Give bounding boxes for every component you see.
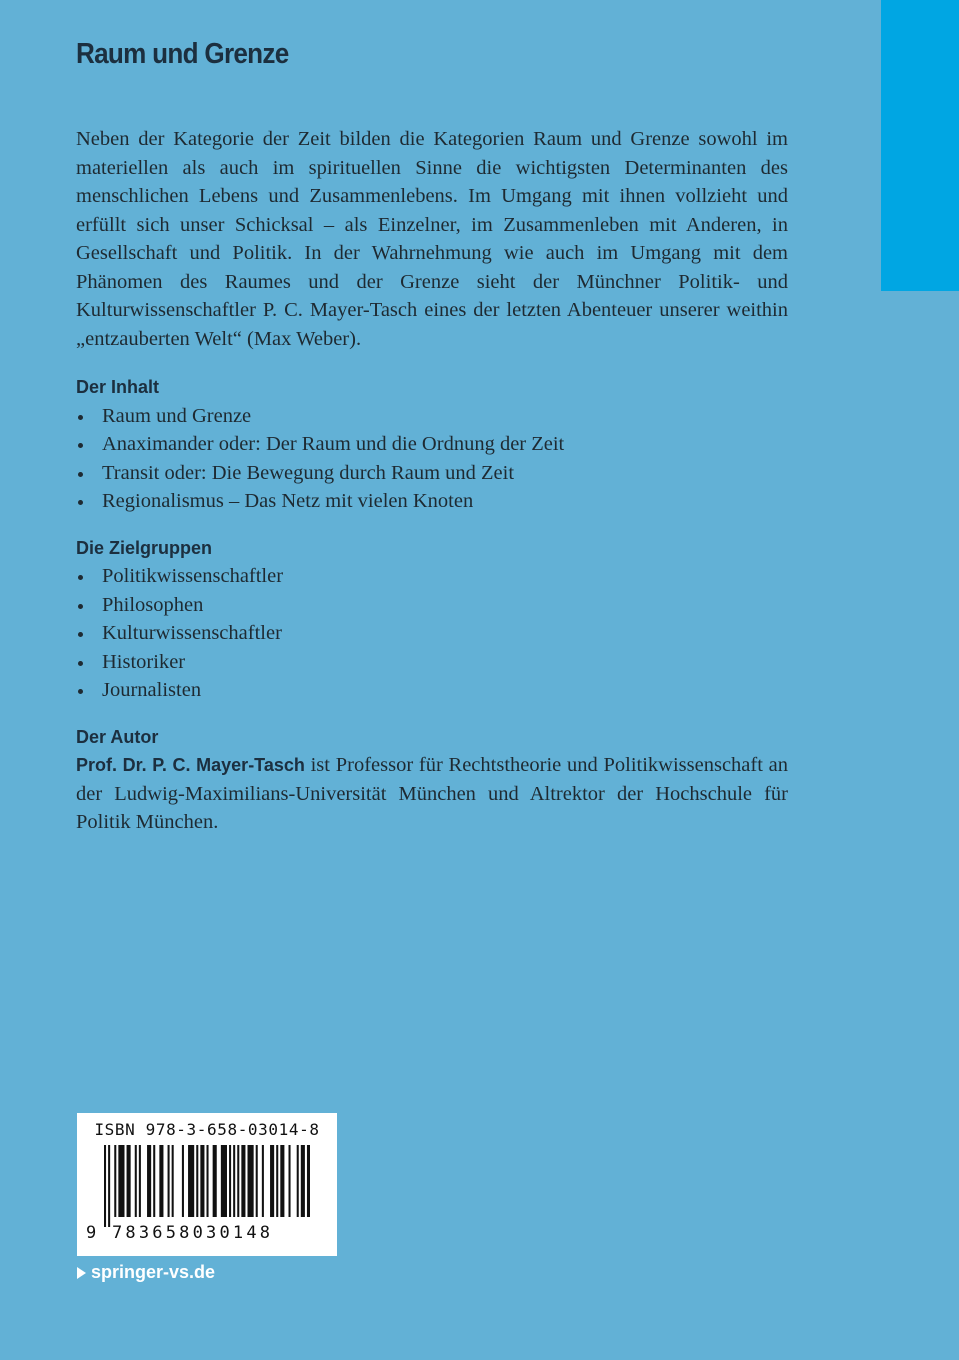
accent-bar — [881, 0, 959, 291]
barcode-bar — [172, 1145, 174, 1217]
barcode-bar — [280, 1145, 284, 1217]
list-item: Kulturwissenschaftler — [76, 619, 788, 648]
website-link[interactable] — [77, 1262, 215, 1283]
barcode-bar — [248, 1145, 254, 1217]
author-name: Prof. Dr. P. C. Mayer-Tasch — [76, 755, 305, 775]
barcode-icon — [104, 1145, 310, 1227]
intro-paragraph: Neben der Kategorie der Zeit bilden die Kategorien Raum und Grenze sowohl im materiellen als auch im spirituellen Sinne die wichtigsten Determinanten des menschlichen Lebens und Zusammenlebens. Im Umgang mit ihnen vollzieht und erfüllt sich unser Schicksal – als Einzelner, im Zusammenleben mit Anderen, in Gesellschaft und Politik. In der Wahrnehmung wie auch im Umgang mit dem Phänomen des Raumes und der Grenze sieht der Münchner Politik- und Kulturwissenschaftler P. C. Mayer-Tasch eines der letzten Abenteuer unserer weithin „entzauberten Welt“ (Max Weber). — [76, 128, 788, 350]
author-heading: Der Autor — [76, 726, 159, 747]
list-item: Philosophen — [76, 591, 788, 620]
barcode-bar — [139, 1145, 141, 1217]
audience-heading: Die Zielgruppen — [76, 537, 213, 558]
barcode-bar — [256, 1145, 258, 1217]
barcode-bar — [207, 1145, 209, 1217]
barcode-bar — [276, 1145, 278, 1217]
content-heading: Der Inhalt — [76, 377, 160, 397]
barcode-bar — [307, 1145, 310, 1217]
barcode-bar — [270, 1145, 274, 1217]
barcode-bar — [153, 1145, 155, 1217]
barcode-bar — [229, 1145, 231, 1217]
barcode-bar — [233, 1145, 235, 1217]
barcode-bar — [297, 1145, 299, 1217]
barcode-bar — [147, 1145, 151, 1217]
barcode-bar — [127, 1145, 131, 1217]
barcode-bar — [182, 1145, 184, 1217]
content-list — [76, 402, 788, 516]
barcode-bar — [213, 1145, 217, 1217]
ean-remaining-digits: 783658030148 — [112, 1223, 274, 1243]
list-item: Raum und Grenze — [76, 402, 788, 431]
barcode-bar — [188, 1145, 194, 1217]
barcode-bar — [237, 1145, 239, 1217]
barcode-bar — [168, 1145, 170, 1217]
barcode-bar — [104, 1145, 106, 1227]
ean-first-digit: 9 — [86, 1223, 97, 1243]
isbn-barcode — [77, 1113, 337, 1256]
barcode-bar — [241, 1145, 245, 1217]
author-bio — [76, 751, 788, 837]
book-title: Raum und Grenze — [76, 38, 289, 70]
list-item: Historiker — [76, 648, 788, 677]
list-item: Regionalismus – Das Netz mit vielen Knoten — [76, 487, 788, 516]
list-item: Transit oder: Die Bewegung durch Raum und Zeit — [76, 459, 788, 488]
barcode-bar — [200, 1145, 204, 1217]
barcode-bar — [301, 1145, 305, 1217]
audience-list — [76, 562, 788, 705]
barcode-bar — [262, 1145, 264, 1217]
barcode-bar — [221, 1145, 227, 1217]
author-bio-text: ist Professor für Rechtstheorie und Politikwissenschaft an der Ludwig-Maximilians-Universität München und Altrektor der Hochschule für Politik München. — [76, 754, 788, 833]
barcode-bar — [114, 1145, 116, 1217]
isbn-label: ISBN 978-3-658-03014-8 — [94, 1120, 320, 1139]
barcode-bar — [108, 1145, 110, 1227]
website-label: springer-vs.de — [91, 1262, 216, 1282]
list-item: Anaximander oder: Der Raum und die Ordnung der Zeit — [76, 430, 788, 459]
list-item: Journalisten — [76, 676, 788, 705]
back-cover-content — [76, 125, 788, 837]
list-item: Politikwissenschaftler — [76, 562, 788, 591]
barcode-bar — [135, 1145, 137, 1217]
barcode-bar — [118, 1145, 124, 1217]
barcode-bar — [289, 1145, 291, 1217]
barcode-bar — [196, 1145, 198, 1217]
arrow-right-icon — [77, 1267, 86, 1279]
barcode-bar — [159, 1145, 163, 1217]
